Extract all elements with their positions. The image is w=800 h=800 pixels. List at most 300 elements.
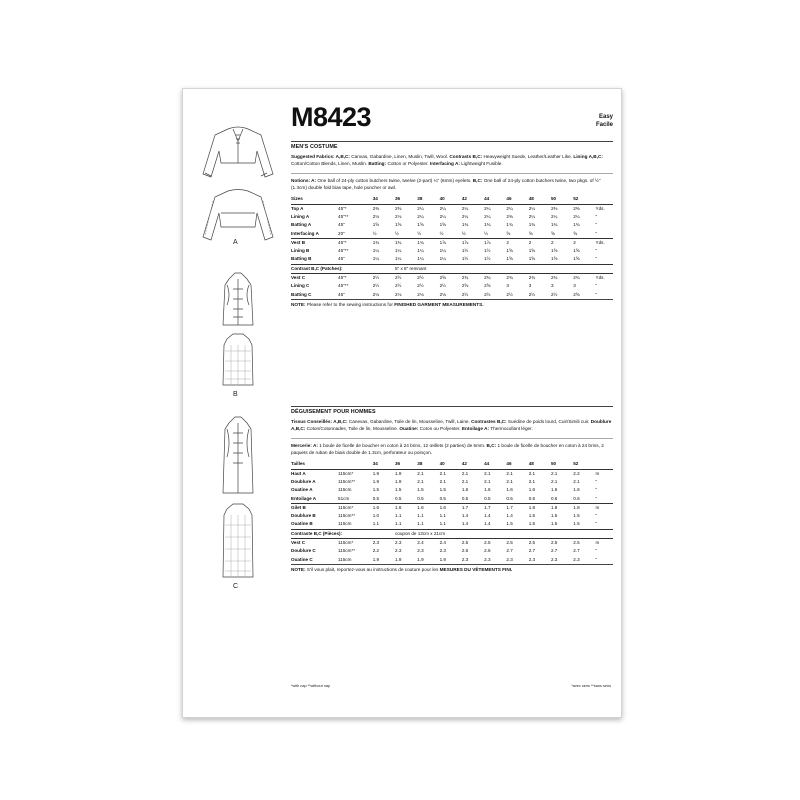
vest-c-front-sketch [223,417,253,493]
yardage-value: 2.5 [551,539,573,548]
yardage-value: 2½ [373,274,395,283]
yardage-value: 1¼ [417,256,424,262]
yardage-value: 0.5 [439,495,446,501]
yardage-row [291,556,613,564]
yardage-value: 2¼ [461,205,469,211]
yardage-value: 2¼ [461,213,469,219]
yardage-value: 1⅝ [372,222,380,228]
yardage-value: 2⅛ [372,213,380,219]
yardage-value: 2¼ [484,205,491,211]
unit: " [595,548,598,554]
yardage-value: ½ [461,230,466,236]
yardage-value: 1¼ [439,256,446,262]
yardage-value: 2.4 [440,539,462,548]
lining-text-fr: Coton/Cotonnades, Toile de lin, Mousseline. [306,426,399,432]
row-label: Lining A [291,213,310,219]
yardage-value: 2.1 [528,478,536,484]
unit: " [595,487,598,493]
fabric-width: 45" [338,222,345,228]
yardage-value: 1⅝ [550,248,558,254]
yardage-value: 2½ [528,291,536,297]
yardage-value: 2.3 [395,548,402,554]
yardage-value: 1.4 [506,513,513,519]
yardage-value: ½ [417,230,422,236]
yardage-value: 1½ [461,256,469,262]
unit: " [595,256,598,262]
yardage-value: 1⅝ [573,248,580,254]
yardage-row [291,512,613,520]
yardage-value: 2¾ [529,274,551,283]
yardage-value: 2.1 [506,470,513,476]
yardage-value: 2.1 [550,470,558,476]
note-label-fr: NOTE: [291,566,306,572]
size-38: 38 [417,460,439,469]
yardage-value: 1¼ [417,248,424,254]
yardage-value: 2.7 [573,548,580,554]
unit: m [595,470,600,476]
yardage-value: 2¾ [462,274,484,283]
yardage-value: 2.3 [417,548,424,554]
note-label: NOTE: [291,301,306,307]
yardage-value: 1¾ [573,222,580,228]
unit: " [595,478,598,484]
fabric-width: 45" [338,256,345,262]
yardage-row [291,274,613,283]
yardage-value: 3 [506,283,509,289]
yardage-value: 2¼ [439,205,446,211]
yardage-value: 2 [573,238,595,247]
row-label: Ouatine B [291,521,313,527]
yardage-row [291,495,613,504]
fabric-width: 115cm** [338,548,356,554]
yardage-value: 1.4 [484,513,491,519]
row-label: Doublure A [291,478,316,484]
fabric-width: 115cm* [338,539,373,548]
contrasts-label: Contrasts B,C: [449,154,483,159]
contrast-text: 5" x 8" remnant [395,264,613,273]
yardage-value: 1⅝ [417,222,424,228]
yardage-row [291,230,613,239]
yardage-value: 1¾ [550,222,558,228]
french-yardage-table [291,460,613,564]
yardage-value: 2⅜ [372,205,380,211]
vest-c-back-sketch [223,504,253,577]
level-english: Easy [598,114,613,120]
contrast-text: coupon de 13cm x 21cm [395,529,613,538]
yardage-row [291,478,613,486]
unit: m [596,503,613,512]
yardage-value: ⅝ [506,230,511,236]
size-48: 48 [529,460,551,469]
width-header [338,195,373,204]
yardage-row [291,539,613,548]
vest-b-back-sketch [223,334,253,385]
size-42: 42 [462,195,484,204]
row-label: Batting C [291,291,312,297]
contrast-row [291,529,613,538]
size-34: 34 [373,460,395,469]
yardage-value: 2.1 [439,478,446,484]
yardage-value: 2.3 [439,548,446,554]
yardage-value: ½ [484,230,488,236]
yardage-value: 2.5 [462,539,484,548]
yardage-value: 2⅛ [439,291,446,297]
fabric-width: 45"* [338,205,347,211]
row-label: Vest B [291,238,338,247]
unit: " [595,291,598,297]
yardage-value: 2¾ [551,274,573,283]
yardage-value: 1.6 [373,503,395,512]
yardage-value: 1.9 [372,556,380,562]
notions-bc-label: B,C: [472,178,483,184]
yardage-value: 1.5 [528,521,536,527]
batting-label: Batting: [368,161,387,167]
yardage-value: 1.5 [395,487,402,493]
unit: " [595,513,598,519]
size-52: 52 [573,460,595,469]
unit: Yds. [596,274,613,283]
row-label: Doublure B [291,513,316,519]
footnote-french: *avec sens **sans sens [571,684,611,688]
yardage-value: 2⅛ [395,213,402,219]
size-header-row [291,460,613,469]
yardage-value: 1⅝ [550,256,558,262]
yardage-value: 2.1 [417,470,424,476]
unit: " [595,521,598,527]
yardage-row [291,486,613,494]
french-notions [291,442,613,456]
unit: " [595,283,598,289]
yardage-value: 2.1 [484,478,491,484]
english-section [291,141,613,308]
fabric-width: 115cm [338,556,352,562]
yardage-value: 0.5 [484,495,491,501]
yardage-value: 1.6 [550,487,558,493]
unit: " [595,248,598,254]
yardage-value: 1.5 [528,513,536,519]
yardage-value: 1.8 [529,503,551,512]
fabric-width: 45"** [338,283,349,289]
yardage-value: ⅝ [550,230,555,236]
yardage-value: 2 [506,238,528,247]
yardage-value: 1.7 [484,503,506,512]
unit: Yds. [595,205,605,211]
yardage-value: 2⅜ [506,213,513,219]
row-label: Lining C [291,283,310,289]
yardage-value: ½ [395,230,399,236]
yardage-value: 1¾ [484,222,491,228]
yardage-value: 1.6 [573,487,580,493]
yardage-value: 2¼ [506,205,513,211]
yardage-value: 2.5 [573,539,595,548]
sizes-label: Sizes [291,195,338,204]
yardage-value: 2½ [484,291,491,297]
yardage-row [291,213,613,221]
yardage-row [291,469,613,478]
yardage-value: 2¾ [506,274,528,283]
yardage-value: 2.7 [528,548,536,554]
unit: " [595,495,598,501]
yardage-value: 2.5 [506,539,528,548]
unit-header [596,460,613,469]
yardage-value: 1.6 [506,487,513,493]
notions-label-fr: Mercerie: A: [291,443,318,449]
yardage-row [291,204,613,213]
yardage-value: 1.5 [439,487,446,493]
notions-bc-text-fr: 1 boule de ficelle de boucher en coton à 24 brins, 2 paquets de ruban de biais double de 1.3cm, perforateur ou poinçon. [291,443,604,456]
yardage-value: 2¼ [528,205,536,211]
yardage-value: 2.1 [506,478,513,484]
lining-text: Cotton/Cotton Blends, Linen, Muslin. [291,161,368,167]
french-fabrics [291,418,613,432]
fabrics-label-fr: Tissus Conseillés: A,B,C: [291,419,348,424]
yardage-value: 1⅝ [528,248,536,254]
yardage-value: ⅝ [573,230,578,236]
size-44: 44 [484,460,506,469]
size-header-row [291,195,613,204]
size-44: 44 [484,195,506,204]
yardage-value: 2.3 [528,556,536,562]
yardage-value: 2.6 [461,548,469,554]
yardage-value: 2.2 [573,470,580,476]
figure-label-a: A [233,239,238,246]
row-label: Lining B [291,248,310,254]
yardage-value: 1.6 [461,487,469,493]
size-36: 36 [395,460,417,469]
size-50: 50 [551,195,573,204]
yardage-value: 2.1 [461,470,469,476]
contrast-label: Contrast B,C (Patches): [291,264,395,273]
yardage-value: 2¾ [484,274,506,283]
yardage-value: 1.9 [395,478,402,484]
vest-b-front-sketch [223,273,253,325]
fabric-width: 115cm* [338,470,354,476]
yardage-value: 1⅝ [573,256,580,262]
yardage-value: 2.1 [439,470,446,476]
note-text: Please refer to the sewing instructions for [306,301,393,307]
yardage-value: ⅝ [528,230,533,236]
yardage-value: 0.5 [506,495,513,501]
yardage-value: 1.5 [506,521,513,527]
yardage-row [291,520,613,529]
yardage-value: 1.6 [484,487,491,493]
yardage-value: 2⅝ [440,274,462,283]
yardage-value: 1⅝ [506,248,513,254]
fabrics-label: Suggested Fabrics: A,B,C: [291,154,350,159]
yardage-value: 1.1 [395,521,402,527]
row-label: Entoilage A [291,495,317,501]
contrasts-text-fr: Suédine de poids lourd, Cuir/Simili cuir. [507,419,590,424]
yardage-value: 1¾ [506,222,513,228]
yardage-value: 1.1 [439,513,446,519]
yardage-value: 2¼ [484,213,491,219]
yardage-value: 1.9 [395,556,402,562]
yardage-value: 1.7 [462,503,484,512]
yardage-value: 2.1 [417,478,424,484]
notions-text: One ball of 24-ply cotton butchers twine, twelve (2-part) ¼" (6mm) eyelets. [317,178,472,184]
size-50: 50 [551,460,573,469]
width-header [338,460,373,469]
difficulty-level [596,113,613,129]
size-48: 48 [529,195,551,204]
row-label: Batting A [291,222,312,228]
yardage-value: 1.8 [573,503,595,512]
yardage-value: 1.1 [372,521,380,527]
unit: m [596,539,613,548]
yardage-value: 2½ [417,274,439,283]
contrasts-text: Heavyweight Suede, Leather/Leather Like. [483,154,573,159]
yardage-value: 3 [528,283,532,289]
yardage-value: 2.1 [528,470,536,476]
unit: " [595,213,598,219]
yardage-value: 2¼ [573,213,580,219]
yardage-value: 0.5 [417,495,424,501]
batting-label-fr: Ouatine: [399,426,419,432]
yardage-value: 1½ [484,256,491,262]
yardage-value: 3 [573,283,576,289]
garment-sketches [183,89,293,717]
interfacing-label: Interfacing A: [429,161,460,167]
yardage-value: 1¼ [439,248,446,254]
yardage-value: 1.5 [417,487,424,493]
yardage-value: 1.9 [372,478,380,484]
yardage-value: 1.6 [417,503,439,512]
row-label: Haut A [291,470,306,476]
fabric-width: 115cm [338,487,352,493]
yardage-value: 1⅞ [484,238,506,247]
yardage-value: 1⅝ [439,222,446,228]
size-34: 34 [373,195,395,204]
yardage-row [291,247,613,255]
note-bold-fr: MESURES DU VÊTEMENTS FINI. [439,566,513,572]
yardage-value: 1.5 [550,513,558,519]
yardage-value: 2½ [417,283,424,289]
yardage-value: 1⅝ [395,222,402,228]
yardage-value: 0.6 [528,495,536,501]
yardage-value: 1.5 [573,521,580,527]
yardage-value: 2½ [506,291,513,297]
yardage-value: 2¼ [417,213,424,219]
yardage-value: 1¾ [417,238,439,247]
lining-label-fr: Doublure A,B,C: [291,419,612,432]
row-label: Ouatine C [291,556,313,562]
english-heading: MEN'S COSTUME [291,144,338,150]
figure-label-c: C [233,583,239,590]
yardage-value: 2⅜ [395,205,402,211]
yardage-value: 1⅝ [528,256,536,262]
yardage-value: 2⅝ [484,283,491,289]
yardage-value: 2¼ [528,213,536,219]
fabric-width: 51cm [338,495,350,501]
unit-header [596,195,613,204]
yardage-value: 1.1 [417,521,424,527]
yardage-value: 1.4 [461,521,469,527]
yardage-value: 2⅜ [573,205,580,211]
yardage-value: 1.5 [573,513,580,519]
yardage-value: 2.6 [484,548,491,554]
yardage-value: 1¼ [395,248,402,254]
row-label: Vest C [291,274,338,283]
yardage-value: 2½ [372,283,380,289]
french-heading: DÉGUISEMENT POUR HOMMES [291,409,376,415]
yardage-value: 2.3 [395,539,417,548]
yardage-value: 2.3 [484,556,491,562]
fabrics-text-fr: Canevas, Gabardine, Toile de lin, Mousseline, Twill, Laine. [348,419,470,424]
yardage-value: 0.6 [573,495,580,501]
yardage-value: 2.5 [529,539,551,548]
yardage-value: 2.5 [484,539,506,548]
yardage-value: 0.5 [395,495,402,501]
notions-bc-label-fr: B,C: [486,443,497,449]
unit: Yds. [596,238,613,247]
yardage-value: 1.4 [484,521,491,527]
unit: " [595,230,598,236]
yardage-value: 1⅝ [506,256,513,262]
yardage-value: 1½ [461,248,469,254]
yardage-value: 1⅞ [462,238,484,247]
yardage-value: 2.3 [506,556,513,562]
size-46: 46 [506,195,528,204]
yardage-value: 1.9 [395,470,402,476]
row-label: Interfacing A [291,230,319,236]
yardage-value: 2¼ [439,213,446,219]
yardage-value: 1.9 [372,470,380,476]
yardage-value: 1¼ [372,248,380,254]
yardage-row [291,255,613,264]
fabric-width: 45"* [338,238,373,247]
top-a-front-sketch [203,127,273,177]
yardage-value: 1¾ [528,222,536,228]
fabric-width: 45"* [338,274,373,283]
yardage-value: 2.3 [550,556,558,562]
garment-illustrations [183,89,293,717]
size-46: 46 [506,460,528,469]
yardage-value: 2 [551,238,573,247]
contrast-row [291,264,613,273]
french-section [291,406,613,573]
fabric-width: 115cm** [338,478,356,484]
size-38: 38 [417,195,439,204]
yardage-value: 1.0 [372,513,380,519]
yardage-value: 1¾ [373,238,395,247]
size-52: 52 [573,195,595,204]
row-label: Top A [291,205,304,211]
yardage-value: 1.7 [506,503,528,512]
batting-text: Cotton or Polyester. [387,161,429,167]
pattern-number: M8423 [291,102,372,132]
yardage-value: 2.1 [461,478,469,484]
size-36: 36 [395,195,417,204]
yardage-value: 1.1 [395,513,402,519]
yardage-value: 3 [550,283,554,289]
yardage-value: 2.1 [550,478,558,484]
yardage-row [291,503,613,512]
size-42: 42 [462,460,484,469]
english-notions [291,177,613,191]
fabric-width: 45"** [338,213,349,219]
yardage-value: 1.9 [439,556,446,562]
size-40: 40 [440,460,462,469]
notions-label: Notions: A: [291,178,317,184]
unit: " [595,222,598,228]
yardage-value: 1¾ [461,222,469,228]
yardage-value: 2⅜ [550,205,558,211]
pattern-envelope-back [182,88,622,718]
yardage-value: 1¾ [395,238,417,247]
yardage-value: 2½ [395,283,402,289]
lining-label: Lining A,B,C: [573,154,603,159]
english-yardage-table [291,195,613,299]
